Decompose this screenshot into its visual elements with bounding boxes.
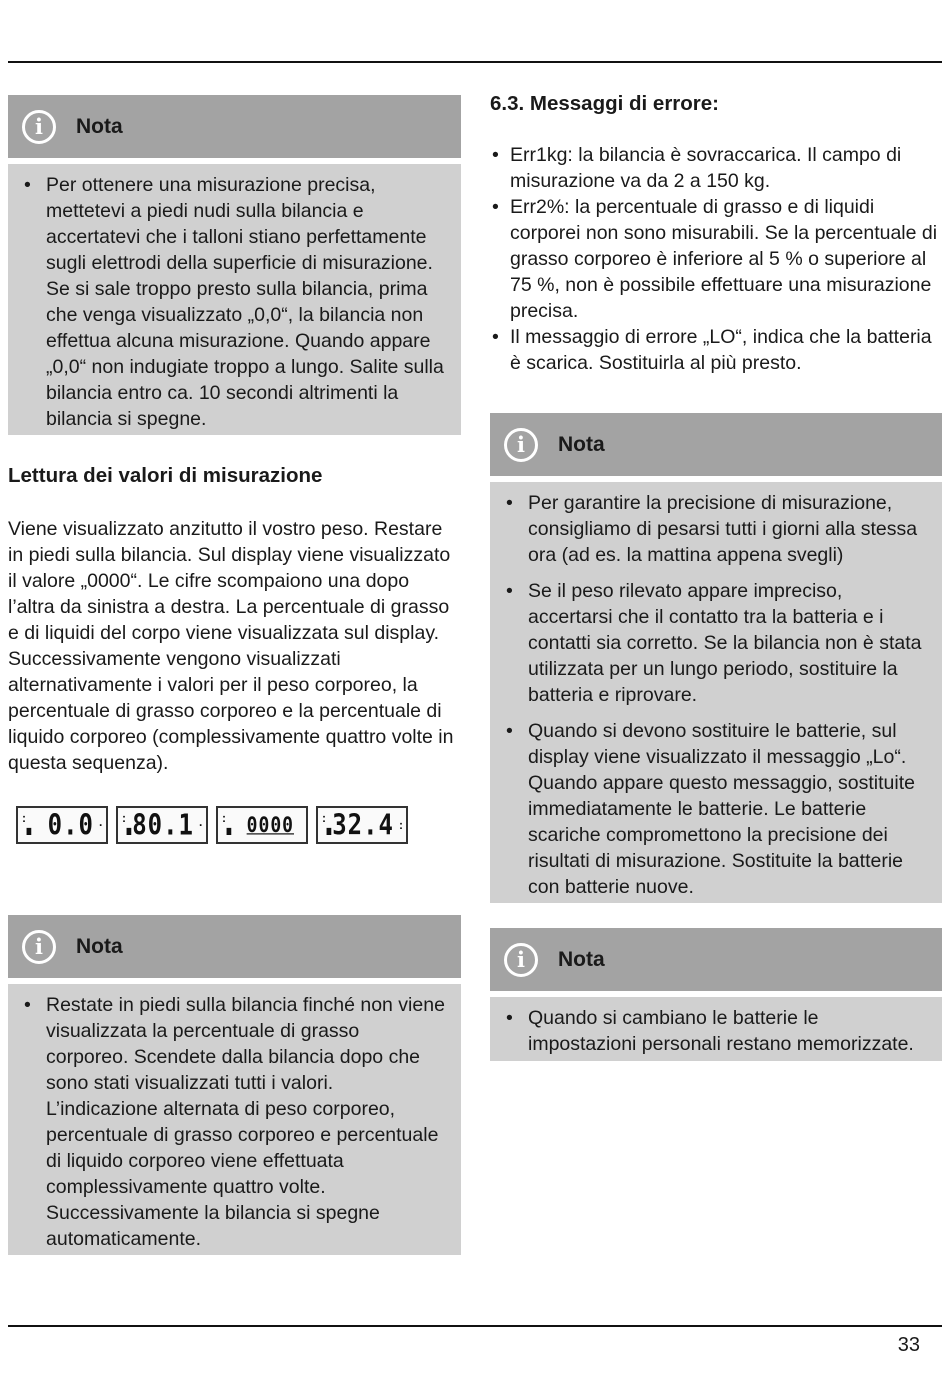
lcd-display-sequence	[16, 806, 408, 844]
note-box-2	[8, 915, 461, 1255]
bottom-rule	[8, 1325, 942, 1327]
note-box-1	[8, 95, 461, 435]
lcd-display	[16, 806, 108, 844]
note-item: • Se il peso rilevato appare impreciso, accertarsi che il contatto tra la batteria e i contatti sia corretto. Se la bilancia non è stata utilizzata per un lungo periodo, sostituire la batteria e riprovare.	[504, 578, 928, 708]
lcd-value: 32.4	[332, 808, 394, 842]
note-item: • Quando si cambiano le batterie le impostazioni personali restano memorizzate.	[504, 1005, 928, 1057]
lcd-indicator-icon: : ▗	[22, 811, 32, 835]
error-item: • Il messaggio di errore „LO“, indica che la batteria è scarica. Sostituirla al più presto.	[490, 324, 945, 376]
section-heading: Lettura dei valori di misurazione	[8, 464, 323, 487]
page-number: 33	[897, 1334, 920, 1356]
note-body	[490, 482, 942, 903]
note-item: • Quando si devono sostituire le batterie, sul display viene visualizzato il messaggio „Lo“. Quando appare questo messaggio, sostituite immediatamente le batterie. Le batterie scariche compromettono la precisione dei risultati di misurazione. Sostituite la batterie con batterie nuove.	[504, 718, 928, 900]
info-icon: i	[504, 943, 538, 977]
note-header	[8, 95, 461, 158]
note-title: Nota	[558, 947, 605, 971]
note-header	[8, 915, 461, 978]
error-item: • Err2%: la percentuale di grasso e di liquidi corporei non sono misurabili. Se la percentuale di grasso corporeo è inferiore al 5 % o superiore al 75 %, non è possibile effettuare una misurazione precisa.	[490, 194, 945, 324]
error-item: • Err1kg: la bilancia è sovraccarica. Il campo di misurazione va da 2 a 150 kg.	[490, 142, 945, 194]
lcd-indicator-icon: :	[399, 818, 403, 832]
info-icon: i	[504, 428, 538, 462]
note-item: • Restate in piedi sulla bilancia finché non viene visualizzata la percentuale di grasso corporeo. Scendete dalla bilancia dopo che sono stati visualizzati tutti i valori. L’indicazione alternata di peso corporeo, percentuale di grasso corporeo e percentuale di liquido corporeo viene effettuata complessivamente quattro volte. Successivamente la bilancia si spegne automaticamente.	[22, 992, 447, 1252]
note-item: • Per garantire la precisione di misurazione, consigliamo di pesarsi tutti i giorni alla stessa ora (ad es. la mattina appena svegli)	[504, 490, 928, 568]
note-item: • Per ottenere una misurazione precisa, mettetevi a piedi nudi sulla bilancia e accertatevi che i talloni stiano perfettamente sugli elettrodi della superficie di misurazione. Se si sale troppo presto sulla bilancia, prima che venga visualizzato „0,0“, la bilancia non effettua alcuna misurazione. Quando appare „0,0“ non indugiate troppo a lungo. Salite sulla bilancia entro ca. 10 secondi altrimenti la bilancia si spegne.	[22, 172, 447, 432]
lcd-indicator-icon: ·	[99, 818, 103, 832]
lcd-indicator-icon: : ▗	[122, 811, 132, 835]
lcd-display	[316, 806, 408, 844]
lcd-value: 0.0	[47, 808, 94, 842]
note-header	[490, 928, 942, 991]
note-box-4	[490, 928, 942, 1061]
lcd-value: 0000	[246, 812, 294, 838]
note-title: Nota	[558, 432, 605, 456]
errors-heading: 6.3. Messaggi di errore:	[490, 92, 720, 115]
note-header	[490, 413, 942, 476]
note-title: Nota	[76, 934, 123, 958]
lcd-value: 80.1	[132, 808, 194, 842]
info-icon: i	[22, 930, 56, 964]
lcd-indicator-icon: : ▗	[322, 811, 332, 835]
note-title: Nota	[76, 114, 123, 138]
lcd-indicator-icon: ·	[199, 818, 203, 832]
info-icon: i	[22, 110, 56, 144]
lcd-display	[216, 806, 308, 844]
note-body	[8, 984, 461, 1255]
top-rule	[8, 61, 942, 63]
note-box-3	[490, 413, 942, 903]
error-list	[490, 142, 945, 376]
note-body	[490, 997, 942, 1061]
lcd-display	[116, 806, 208, 844]
note-body	[8, 164, 461, 435]
lcd-indicator-icon: : ▗	[222, 811, 232, 835]
reading-paragraph: Viene visualizzato anzitutto il vostro peso. Restare in piedi sulla bilancia. Sul display viene visualizzato il valore „0000“. Le cifre scompaiono una dopo l’altra da sinistra a destra. La percentuale di grasso e di liquidi del corpo viene visualizzata sul display. Successivamente vengono visualizzati alternativamente i valori per il peso corporeo, la percentuale di grasso corporeo e la percentuale di liquido corporeo (complessivamente quattro volte in questa sequenza).	[8, 518, 454, 774]
